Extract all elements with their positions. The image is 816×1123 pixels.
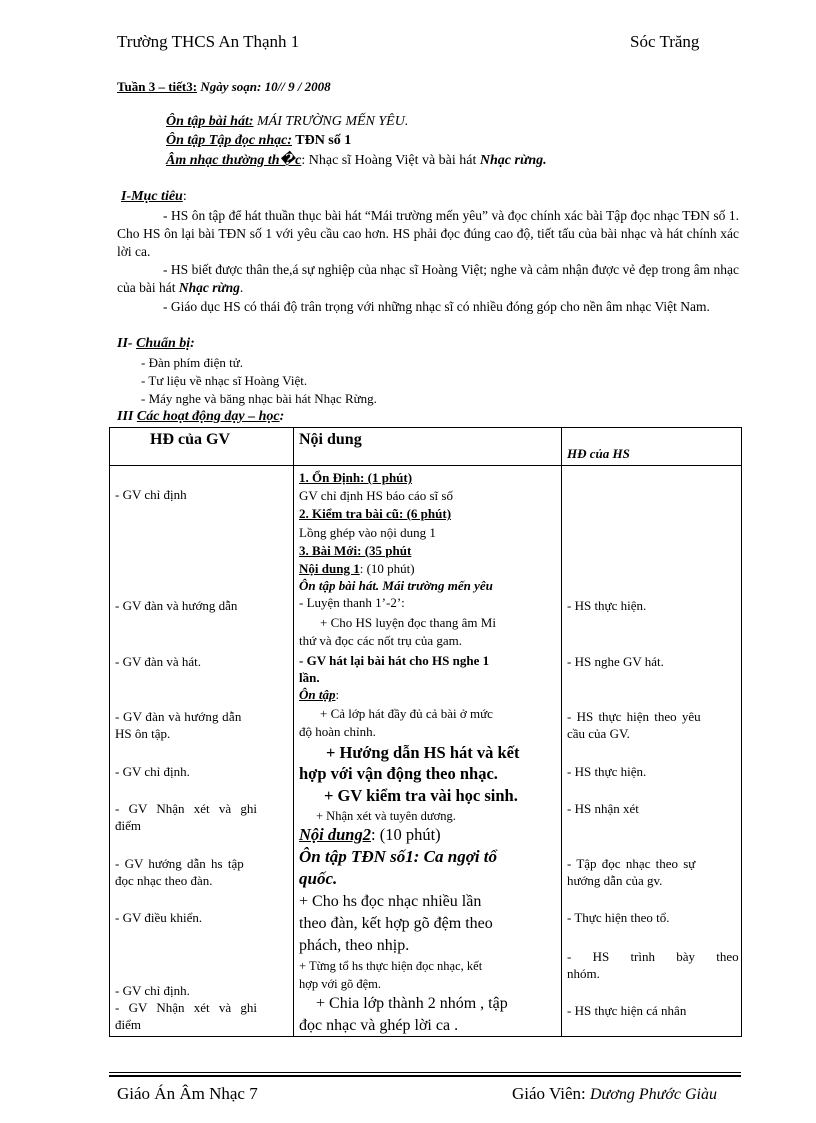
content-line: + Cả lớp hát đầy đủ cả bài ở mức: [320, 706, 493, 721]
hs-line: - HS thực hiện cá nhân: [567, 1003, 687, 1018]
content-line: - Luyện thanh 1’-2’:: [299, 595, 405, 610]
header-hs: HĐ của HS: [567, 446, 630, 461]
content-line: + GV kiểm tra vài học sinh.: [324, 786, 518, 805]
content-line: Ôn tập bài hát. Mái trường mến yêu: [299, 578, 493, 593]
hs-line: - HS trình bày theo: [567, 949, 739, 964]
content-line: Lồng ghép vào nội dung 1: [299, 525, 436, 540]
table-body-row: [110, 466, 742, 1037]
gv-line: HS ôn tập.: [115, 726, 171, 741]
hs-line: cầu của GV.: [567, 726, 630, 741]
prep-item-1: - Đàn phím điện tử.: [141, 355, 244, 370]
content-line: 2. Kiểm tra bài cũ: (6 phút): [299, 506, 452, 521]
topic-music-appreciation: [166, 152, 547, 169]
content-line: 1. Ổn Định: (1 phút): [299, 470, 413, 485]
gv-line: - GV chỉ định: [115, 487, 187, 502]
content-nd2-time: : (10 phút): [370, 825, 441, 844]
objectives-colon: :: [182, 189, 187, 204]
content-line: + Chia lớp thành 2 nhóm , tập: [316, 995, 508, 1012]
content-line: phách, theo nhịp.: [299, 937, 410, 954]
content-line: hợp với gõ đệm.: [299, 977, 381, 991]
activities-title-text: Các hoạt động dạy – học: [136, 409, 280, 424]
gv-column: [110, 466, 294, 1037]
objective-paragraph-3: - Giáo dục HS có thái độ trân trọng với những nhạc sĩ có nhiều đóng góp cho nền âm nhạc Việt Nam.: [163, 299, 710, 314]
hs-line: - HS nhận xét: [567, 801, 639, 816]
topic-reading: [166, 133, 351, 149]
hs-line: nhóm.: [567, 966, 600, 981]
topic-song-label: Ôn tập bài hát:: [166, 114, 254, 129]
teacher-signature: Dương Phước Giàu: [590, 1086, 717, 1103]
content-line: quốc.: [299, 869, 338, 888]
content-ontap-label: Ôn tập: [299, 687, 336, 702]
preparation-title-text: Chuẩn bị: [136, 336, 191, 351]
footer-divider: [109, 1072, 741, 1073]
preparation-colon: :: [190, 336, 195, 351]
objective-paragraph-1: - HS ôn tập để hát thuần thục bài hát “Mái trường mến yêu” và đọc chính xác bài Tập đọc nhạc TĐN số 1. Cho HS ôn lại bài TĐN số 1 với yêu cầu cao hơn. HS phải đọc đúng cao độ, tiết tấu của bài nhạc và hát chính xác lời ca.: [117, 208, 739, 259]
header-content-cell: [294, 428, 562, 466]
objective-paragraph-2: [117, 261, 739, 297]
footer-teacher: [512, 1084, 717, 1104]
content-line: - GV hát lại bài hát cho HS nghe 1: [299, 653, 490, 668]
content-line: 3. Bài Mới: (35 phút: [299, 543, 412, 558]
content-nd2-label: Nội dung2: [299, 825, 371, 844]
hs-line: - HS thực hiện.: [567, 598, 647, 613]
gv-line: - GV Nhận xét và ghi: [115, 1000, 258, 1015]
content-line: lần.: [299, 670, 320, 685]
table-header-row: [110, 428, 742, 466]
activities-colon: :: [279, 409, 285, 424]
gv-line: - GV Nhận xét và ghi: [115, 801, 258, 816]
section-objectives-title: [121, 189, 187, 205]
content-line: độ hoàn chỉnh.: [299, 724, 376, 739]
content-line: [299, 824, 557, 845]
content-line: + Từng tổ hs thực hiện đọc nhạc, kết: [299, 959, 483, 973]
objective-2-end: .: [239, 280, 244, 295]
province-name: Sóc Trăng: [630, 32, 700, 51]
content-line: GV chỉ định HS báo cáo sĩ số: [299, 488, 453, 503]
hs-line: - HS thực hiện.: [567, 764, 647, 779]
lesson-line: [117, 79, 331, 95]
content-line: + Nhận xét và tuyên dương.: [316, 809, 456, 823]
topic-appreciation-song: Nhạc rừng.: [479, 153, 547, 168]
content-line: hợp với vận động theo nhạc.: [299, 764, 498, 783]
content-line: [299, 560, 557, 577]
objective-2-text: - HS biết được thân the,á sự nghiệp của nhạc sĩ Hoàng Việt; nghe và cảm nhận được vẻ đẹp trong âm nhạc của bài hát: [117, 262, 739, 295]
topic-reading-value: TĐN số 1: [292, 133, 352, 148]
objective-2-song: Nhạc rừng: [178, 280, 240, 295]
school-name: Trường THCS An Thạnh 1: [117, 32, 300, 51]
topic-song-value: MÁI TRƯỜNG MẾN YÊU.: [253, 114, 409, 129]
content-nd1-label: Nội dung 1: [299, 561, 360, 576]
topic-appreciation-value: : Nhạc sĩ Hoàng Việt và bài hát: [301, 153, 480, 168]
topic-song: [166, 114, 408, 130]
prep-item-2: - Tư liệu về nhạc sĩ Hoàng Việt.: [141, 373, 308, 388]
content-line: + Cho hs đọc nhạc nhiều lần: [299, 893, 482, 910]
content-column: [294, 466, 562, 1037]
hs-line: hướng dẫn của gv.: [567, 873, 663, 888]
header-gv: HĐ của GV: [150, 431, 230, 448]
gv-line: điểm: [115, 818, 141, 833]
objectives-title-text: I-Mục tiêu: [121, 189, 183, 204]
content-line: + Cho HS luyện đọc thang âm Mi: [320, 615, 496, 630]
content-ontap-colon: :: [335, 687, 340, 702]
gv-line: - GV hướng dẫn hs tập: [115, 856, 244, 871]
footer-title: Giáo Án Âm Nhạc 7: [117, 1084, 258, 1103]
gv-line: - GV chỉ định.: [115, 983, 190, 998]
content-line: thứ và đọc các nốt trụ của gam.: [299, 633, 462, 648]
activities-prefix: III: [117, 409, 137, 424]
prep-date: Ngày soạn: 10// 9 / 2008: [197, 79, 331, 94]
content-nd1-time: : (10 phút): [359, 561, 415, 576]
gv-line: - GV đàn và hướng dẫn: [115, 598, 238, 613]
preparation-prefix: II-: [117, 336, 137, 351]
content-line: [299, 686, 557, 703]
footer-teacher-label: Giáo Viên:: [512, 1084, 590, 1103]
activities-table: [109, 427, 742, 1037]
gv-line: - GV chỉ định.: [115, 764, 190, 779]
gv-line: đọc nhạc theo đàn.: [115, 873, 213, 888]
footer-divider-thick: [109, 1075, 741, 1077]
topic-appreciation-label: Âm nhạc thường th�c: [166, 153, 302, 168]
gv-line: - GV đàn và hướng dẫn: [115, 709, 242, 724]
content-line: Ôn tập TĐN số1: Ca ngợi tổ: [299, 847, 498, 866]
header-content: Nội dung: [299, 431, 362, 448]
gv-line: điểm: [115, 1017, 141, 1032]
section-preparation-title: [117, 336, 195, 352]
hs-line: - Tập đọc nhạc theo sự: [567, 856, 696, 871]
hs-line: - HS thực hiện theo yêu: [567, 709, 701, 724]
gv-line: - GV điều khiển.: [115, 910, 203, 925]
hs-line: - HS nghe GV hát.: [567, 654, 664, 669]
header-gv-cell: [110, 428, 294, 466]
content-line: theo đàn, kết hợp gõ đệm theo: [299, 915, 493, 932]
topic-reading-label: Ôn tập Tập đọc nhạc:: [166, 133, 292, 148]
content-line: + Hướng dẫn HS hát và kết: [326, 743, 520, 762]
hs-column: [562, 466, 742, 1037]
content-line: đọc nhạc và ghép lời ca .: [299, 1017, 459, 1034]
header-hs-cell: [562, 428, 742, 466]
section-activities-title: [117, 409, 284, 425]
hs-line: - Thực hiện theo tổ.: [567, 910, 670, 925]
week-label: Tuần 3 – tiết3:: [117, 79, 198, 94]
prep-item-3: - Máy nghe và băng nhạc bài hát Nhạc Rừng.: [141, 391, 377, 406]
gv-line: - GV đàn và hát.: [115, 654, 202, 669]
